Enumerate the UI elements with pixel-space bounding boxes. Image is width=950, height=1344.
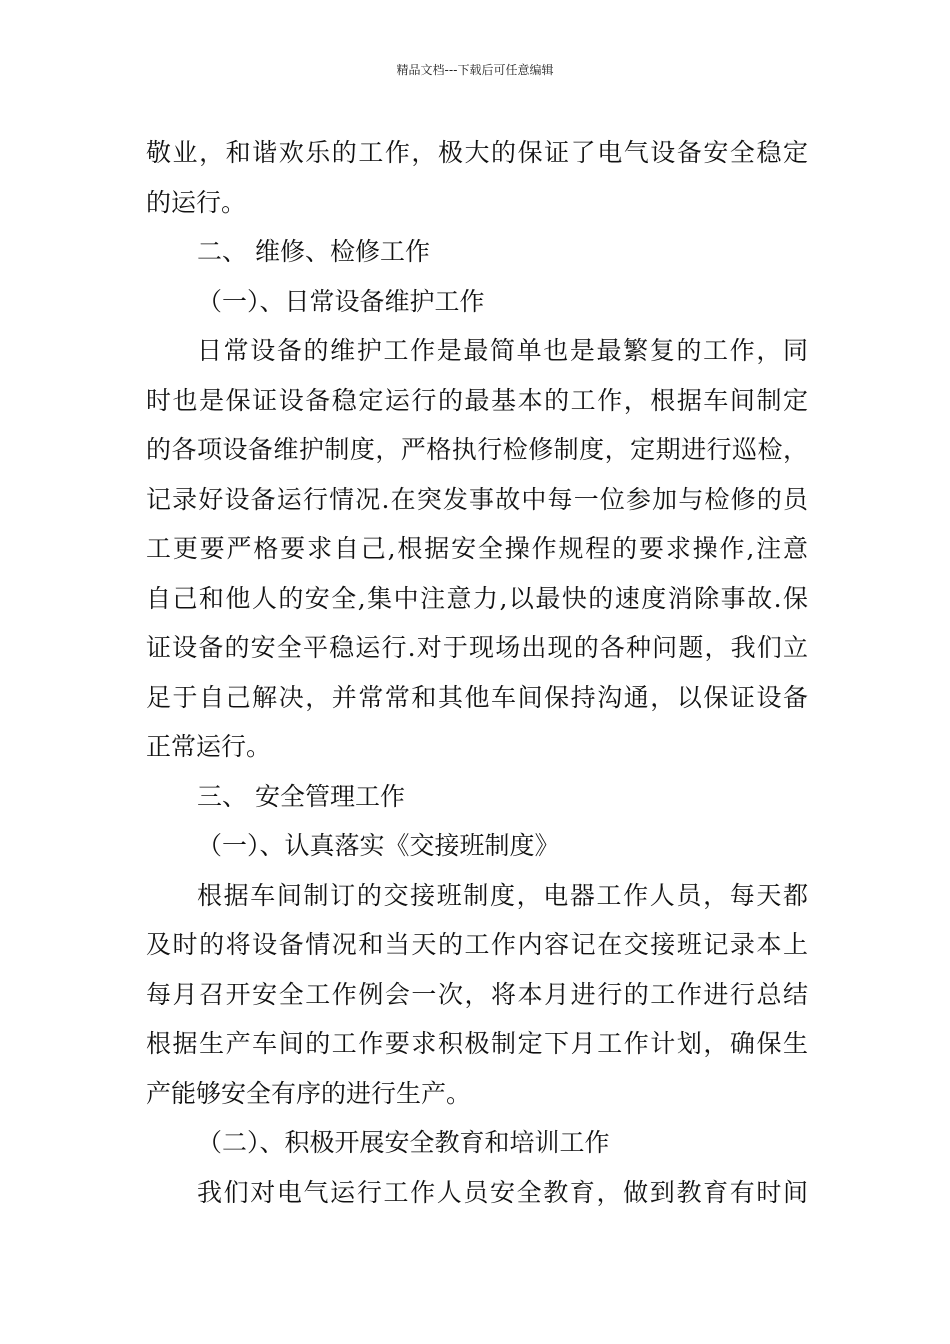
paragraph-line: 正常运行。 — [146, 732, 272, 761]
paragraph-line: 足于自己解决，并常常和其他车间保持沟通，以保证设备 — [146, 682, 808, 712]
paragraph-line: 的运行。 — [146, 187, 247, 217]
paragraph-line: 工更要严格要求自己,根据安全操作规程的要求操作,注意 — [146, 534, 808, 563]
section-heading: 二、 维修、检修工作 — [197, 237, 430, 266]
paragraph-line: 我们对电气运行工作人员安全教育，做到教育有时间 — [197, 1177, 808, 1207]
section-heading: 三、 安全管理工作 — [197, 781, 405, 811]
paragraph-line: 敬业，和谐欢乐的工作，极大的保证了电气设备安全稳定 — [146, 138, 808, 167]
subsection-heading: （一）、认真落实《交接班制度》 — [197, 831, 560, 860]
paragraph-line: 记录好设备运行情况.在突发事故中每一位参加与检修的员 — [146, 484, 808, 514]
paragraph-line: 根据车间制订的交接班制度，电器工作人员，每天都 — [197, 880, 808, 910]
paragraph-line: 的各项设备维护制度，严格执行检修制度，定期进行巡检， — [146, 435, 808, 464]
paragraph-line: 根据生产车间的工作要求积极制定下月工作计划，确保生 — [146, 1029, 808, 1058]
paragraph-line: 日常设备的维护工作是最简单也是最繁复的工作，同 — [197, 336, 808, 365]
paragraph-line: 时也是保证设备稳定运行的最基本的工作，根据车间制定 — [146, 385, 808, 415]
page-header: 精品文档---下载后可任意编辑 — [396, 63, 554, 77]
document-body — [146, 128, 808, 1217]
subsection-heading: （二）、积极开展安全教育和培训工作 — [197, 1128, 610, 1157]
paragraph-line: 及时的将设备情况和当天的工作内容记在交接班记录本上 — [146, 930, 808, 959]
paragraph-line: 证设备的安全平稳运行.对于现场出现的各种问题，我们立 — [146, 633, 808, 662]
paragraph-line: 每月召开安全工作例会一次，将本月进行的工作进行总结 — [146, 979, 808, 1009]
subsection-heading: （一）、日常设备维护工作 — [197, 286, 485, 316]
paragraph-line: 自己和他人的安全,集中注意力,以最快的速度消除事故.保 — [146, 583, 808, 613]
paragraph-line: 产能够安全有序的进行生产。 — [146, 1078, 472, 1108]
